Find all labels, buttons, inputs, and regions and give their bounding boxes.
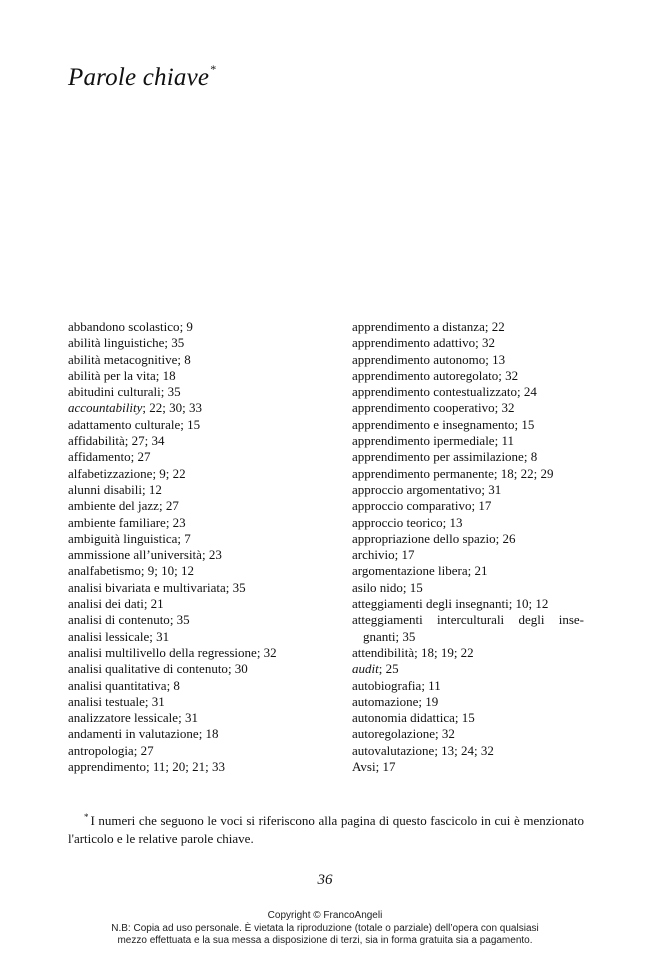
- keyword-term: apprendimento: [68, 759, 146, 775]
- keyword-pages: ; 32: [498, 367, 519, 383]
- keyword-entry: [352, 498, 584, 514]
- keyword-pages: ; 13: [485, 351, 506, 367]
- title-text: Parole chiave: [68, 64, 210, 91]
- keyword-entry: [68, 449, 318, 465]
- keyword-pages: ; 31: [144, 693, 165, 709]
- keyword-term: approccio comparativo: [352, 498, 472, 514]
- footnote-text: I numeri che seguono le voci si riferiscono alla pagina di questo fascicolo in cui è menzionato l'articolo e le relative parole chiave.: [68, 813, 584, 846]
- keyword-term: apprendimento contestualizzato: [352, 384, 517, 400]
- keyword-pages: ; 27: [130, 449, 151, 465]
- keyword-term: analisi di contenuto: [68, 612, 170, 628]
- keyword-term: abilità linguistiche: [68, 335, 165, 351]
- keyword-column-right: [352, 319, 584, 775]
- keyword-entry: [68, 678, 318, 694]
- keyword-term: apprendimento a distanza: [352, 319, 485, 334]
- keyword-entry: [68, 563, 318, 579]
- copyright-line: Copyright © FrancoAngeli: [267, 910, 383, 921]
- keyword-term: ammissione all’università: [68, 547, 202, 563]
- keyword-entry: [68, 335, 318, 351]
- keyword-term: alfabetizzazione: [68, 465, 153, 481]
- usage-notice-line: N.B: Copia ad uso personale. È vietata la riproduzione (totale o parziale) dell’opera con qualsiasi: [111, 922, 539, 934]
- title-footnote-marker: *: [210, 61, 217, 76]
- keyword-term: attendibilità: [352, 644, 415, 660]
- keyword-entry: [352, 515, 584, 531]
- page-number: 36: [317, 872, 333, 888]
- keyword-pages: ; 35: [395, 628, 416, 644]
- keyword-term: affidabilità: [68, 433, 125, 449]
- keyword-term: analfabetismo: [68, 563, 141, 579]
- keyword-pages: ; 21: [467, 563, 488, 579]
- keyword-pages: ; 9: [179, 319, 193, 334]
- keyword-pages: ; 31: [178, 710, 198, 726]
- keyword-entry: [68, 661, 318, 677]
- keyword-term: abbandono scolastico: [68, 319, 180, 334]
- keyword-entry: [352, 580, 584, 596]
- keyword-pages: ; 32: [435, 726, 455, 742]
- keyword-term: autonomia didattica: [352, 710, 455, 726]
- keyword-term: analisi multilivello della regressione: [68, 644, 257, 660]
- keyword-entry: [68, 531, 318, 547]
- footnote-marker: *: [84, 812, 89, 822]
- keyword-entry: [352, 417, 584, 433]
- keyword-pages: ; 11: [421, 677, 441, 693]
- keyword-term: Avsi: [352, 759, 376, 775]
- keyword-pages: ; 32: [256, 644, 277, 660]
- keyword-pages: ; 31: [481, 481, 502, 497]
- keyword-pages: ; 15: [180, 416, 201, 432]
- keyword-pages: ; 8: [177, 351, 191, 367]
- keyword-entry: [68, 726, 318, 742]
- keyword-term: andamenti in valutazione: [68, 726, 199, 742]
- keyword-entry: [68, 384, 318, 400]
- keyword-term: adattamento culturale: [68, 416, 181, 432]
- keyword-term: approccio teorico: [352, 514, 443, 530]
- keyword-term: apprendimento adattivo: [352, 335, 476, 351]
- keyword-entry: [68, 710, 318, 726]
- keyword-pages: ; 21: [143, 596, 164, 612]
- keyword-entry: [68, 352, 318, 368]
- keyword-entry: [352, 743, 584, 759]
- keyword-term: atteggiamenti degli insegnanti: [352, 596, 509, 612]
- keyword-term: accountability: [68, 400, 143, 416]
- keyword-pages: ; 13; 24; 32: [434, 742, 494, 758]
- keyword-term: audit: [352, 661, 379, 677]
- keyword-pages: ; 30: [227, 661, 248, 677]
- keyword-pages: ; 13: [442, 514, 463, 530]
- keyword-entry: [352, 661, 584, 677]
- keyword-pages: ; 23: [201, 547, 222, 563]
- keyword-pages: ; 9; 22: [152, 465, 186, 481]
- keyword-pages: ; 17: [471, 498, 492, 514]
- keyword-pages: ; 35: [225, 579, 246, 595]
- keyword-entry: [68, 515, 318, 531]
- keyword-term: argomentazione libera: [352, 563, 468, 579]
- keyword-term: antropologia: [68, 742, 134, 758]
- keyword-pages: ; 35: [164, 335, 185, 351]
- keyword-entry: [68, 319, 318, 335]
- keyword-pages: ; 27: [158, 498, 179, 514]
- page-title: [68, 61, 217, 92]
- keyword-pages: ; 10; 12: [508, 596, 549, 612]
- keyword-entry: [68, 417, 318, 433]
- keyword-term: abilità metacognitive: [68, 351, 178, 367]
- keyword-term: autobiografia: [352, 677, 422, 693]
- keyword-pages: ; 27; 34: [124, 433, 165, 449]
- keyword-entry: [352, 678, 584, 694]
- keyword-term: analizzatore lessicale: [68, 710, 179, 726]
- keyword-term: atteggiamenti interculturali degli inse-gnanti: [352, 612, 584, 644]
- keyword-term: approccio argomentativo: [352, 481, 482, 497]
- keyword-pages: ; 8: [166, 677, 180, 693]
- keyword-entry: [352, 433, 584, 449]
- keyword-entry: [68, 580, 318, 596]
- keyword-entry: [352, 449, 584, 465]
- keyword-term: apprendimento permanente: [352, 465, 494, 481]
- keyword-term: alunni disabili: [68, 481, 143, 497]
- keyword-entry: [352, 710, 584, 726]
- keyword-pages: ; 15: [454, 710, 475, 726]
- keyword-pages: ; 26: [495, 530, 516, 546]
- keyword-term: ambiente del jazz: [68, 498, 159, 514]
- usage-notice-line: mezzo effettuata e la sua messa a disposizione di terzi, sia in forma gratuita sia a pagamento.: [117, 935, 533, 946]
- keyword-pages: ; 18: [198, 726, 219, 742]
- keyword-entry: [68, 433, 318, 449]
- keyword-pages: ; 24: [516, 384, 537, 400]
- keyword-entry: [68, 400, 318, 416]
- keyword-pages: ; 18; 22; 29: [493, 465, 554, 481]
- keyword-term: archivio: [352, 547, 395, 563]
- keyword-term: analisi quantitativa: [68, 677, 167, 693]
- keyword-entry: [352, 368, 584, 384]
- keyword-entry: [352, 400, 584, 416]
- keyword-term: autovalutazione: [352, 742, 435, 758]
- keyword-term: analisi lessicale: [68, 628, 150, 644]
- keyword-term: apprendimento cooperativo: [352, 400, 495, 416]
- keyword-entry: [68, 743, 318, 759]
- keyword-term: apprendimento per assimilazione: [352, 449, 524, 465]
- keyword-term: apprendimento ipermediale: [352, 433, 495, 449]
- keyword-entry: [352, 352, 584, 368]
- keyword-entry: [352, 384, 584, 400]
- keyword-entry: [352, 547, 584, 563]
- keyword-entry: [68, 547, 318, 563]
- keyword-entry: [68, 482, 318, 498]
- keyword-pages: ; 17: [375, 759, 396, 775]
- keyword-pages: ; 27: [133, 742, 154, 758]
- keyword-entry: [352, 466, 584, 482]
- keyword-pages: ; 22: [484, 319, 505, 334]
- keyword-term: apprendimento autonomo: [352, 351, 486, 367]
- keyword-entry: [68, 596, 318, 612]
- keyword-entry: [352, 531, 584, 547]
- keyword-term: apprendimento autoregolato: [352, 367, 499, 383]
- keyword-entry: [352, 612, 584, 645]
- keyword-entry: [352, 726, 584, 742]
- keyword-entry: [68, 466, 318, 482]
- keyword-pages: ; 25: [378, 661, 399, 677]
- keyword-pages: ; 11; 20; 21; 33: [145, 759, 225, 775]
- keyword-pages: ; 11: [494, 433, 514, 449]
- keyword-entry: [68, 368, 318, 384]
- keyword-term: ambiguità linguistica: [68, 530, 178, 546]
- keyword-pages: ; 22; 30; 33: [142, 400, 202, 416]
- keyword-pages: ; 35: [160, 384, 181, 400]
- keyword-pages: ; 35: [169, 612, 190, 628]
- keyword-pages: ; 17: [394, 547, 415, 563]
- keyword-pages: ; 31: [149, 628, 170, 644]
- keyword-entry: [352, 335, 584, 351]
- keyword-entry: [68, 612, 318, 628]
- keyword-entry: [68, 645, 318, 661]
- keyword-pages: ; 15: [514, 416, 535, 432]
- keyword-pages: ; 18; 19; 22: [414, 644, 474, 660]
- keyword-column-left: [68, 319, 318, 775]
- keyword-pages: ; 18: [155, 367, 176, 383]
- keyword-term: analisi testuale: [68, 693, 145, 709]
- keyword-pages: ; 15: [402, 579, 423, 595]
- keyword-term: abitudini culturali: [68, 384, 161, 400]
- keyword-pages: ; 8: [523, 449, 538, 465]
- keyword-entry: [352, 319, 584, 335]
- keyword-entry: [352, 482, 584, 498]
- copyright-notice: [0, 910, 650, 948]
- footnote: [68, 813, 584, 847]
- keyword-term: affidamento: [68, 449, 131, 465]
- keyword-pages: ; 9; 10; 12: [140, 563, 195, 579]
- keyword-pages: ; 12: [142, 481, 162, 497]
- keyword-entry: [352, 759, 584, 775]
- keyword-term: apprendimento e insegnamento: [352, 416, 515, 432]
- keyword-term: ambiente familiare: [68, 514, 166, 530]
- keyword-pages: ; 19: [418, 693, 439, 709]
- keyword-pages: ; 32: [475, 335, 495, 351]
- keyword-pages: ; 32: [494, 400, 515, 416]
- keyword-entry: [352, 694, 584, 710]
- keyword-entry: [352, 596, 584, 612]
- keyword-term: analisi bivariata e multivariata: [68, 579, 226, 595]
- keyword-entry: [352, 645, 584, 661]
- keyword-term: asilo nido: [352, 579, 403, 595]
- keyword-term: analisi qualitative di contenuto: [68, 661, 228, 677]
- keyword-entry: [68, 694, 318, 710]
- keyword-pages: ; 7: [177, 530, 191, 546]
- keyword-entry: [68, 498, 318, 514]
- keyword-term: appropriazione dello spazio: [352, 530, 496, 546]
- keyword-term: abilità per la vita: [68, 367, 156, 383]
- keyword-entry: [352, 563, 584, 579]
- keyword-term: analisi dei dati: [68, 596, 144, 612]
- keyword-entry: [68, 759, 318, 775]
- keyword-term: automazione: [352, 693, 419, 709]
- keyword-entry: [68, 629, 318, 645]
- keyword-pages: ; 23: [165, 514, 186, 530]
- keyword-term: autoregolazione: [352, 726, 436, 742]
